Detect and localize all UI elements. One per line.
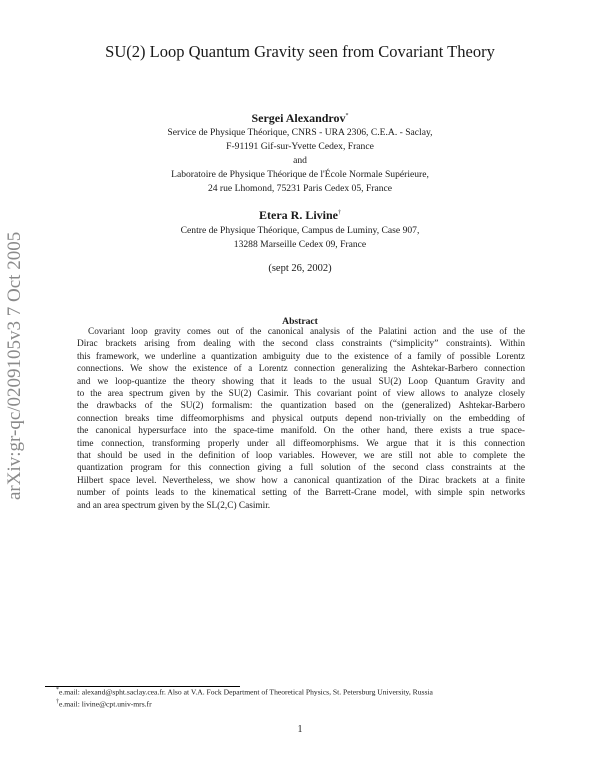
footnote-text: e.mail: alexand@spht.saclay.cea.fr. Also at V.A. Fock Department of Theoretical Physics, St. Petersburg University, Russia <box>59 687 433 697</box>
abstract-line: to the area spectrum given by the SU(2) Casimir. This covariant point of view allows to analyze closely <box>77 389 525 399</box>
footnote <box>56 699 152 709</box>
abstract-line: connection breaks time diffeomorphisms and physical outputs depend non-trivially on the embedding of <box>77 413 525 424</box>
page-number: 1 <box>297 724 303 735</box>
abstract-line: and we loop-quantize the theory showing that it leads to the usual SU(2) Loop Quantum Gravity and <box>77 376 525 387</box>
abstract-heading: Abstract <box>282 316 318 327</box>
author-name-text: Sergei Alexandrov <box>251 111 346 125</box>
abstract-line: this framework, we underline a quantization ambiguity due to the existence of a family of possible Lorentz <box>77 351 525 362</box>
footnote-mark: † <box>338 210 341 216</box>
paper-title: SU(2) Loop Quantum Gravity seen from Covariant Theory <box>105 42 495 61</box>
affiliation-line: Centre de Physique Théorique, Campus de Luminy, Case 907, <box>180 225 420 236</box>
date: (sept 26, 2002) <box>268 263 332 274</box>
abstract-line: the canonical hypersurface into the space-time manifold. On the other hand, there exists a true space- <box>77 426 525 437</box>
author-name-text: Etera R. Livine <box>259 208 338 222</box>
abstract-line: Dirac brackets arising from dealing with the second class constraints (“simplicity” constraints). Within <box>77 339 525 350</box>
abstract-line: quantization program for this connection giving a full solution of the second class constraints at the <box>77 463 525 474</box>
footnote-text: e.mail: livine@cpt.univ-mrs.fr <box>59 699 152 709</box>
affiliation-line: and <box>293 155 307 166</box>
abstract-line: Hilbert space level. Nevertheless, we show how a canonical quantization of the Dirac brackets at a finite <box>77 475 525 486</box>
affiliation-line: 13288 Marseille Cedex 09, France <box>233 239 367 250</box>
abstract-line: and an area spectrum given by the SL(2,C) Casimir. <box>77 500 271 511</box>
affiliation-line: Service de Physique Théorique, CNRS - URA 2306, C.E.A. - Saclay, <box>167 127 433 138</box>
abstract-line: connections. We show the existence of a Lorentz connection generalizing the Ashtekar-Barbero connection <box>77 364 525 375</box>
footnote-mark: * <box>345 113 349 119</box>
abstract-line: time connection, transforming properly under all diffeomorphisms. We argue that it is this connection <box>77 438 525 449</box>
footnote-mark: * <box>56 687 59 693</box>
author-name <box>0 208 600 223</box>
affiliation-line: F-91191 Gif-sur-Yvette Cedex, France <box>226 141 374 152</box>
abstract-line: Covariant loop gravity comes out of the canonical analysis of the Palatini action and the use of the <box>88 327 525 337</box>
arxiv-identifier: arXiv:gr-qc/0209105v3 7 Oct 2005 <box>4 231 25 500</box>
footnote-mark: † <box>56 699 59 705</box>
abstract-line: that should be used in the definition of loop variables. However, we are still not able to complete the <box>77 451 525 461</box>
affiliation-line: 24 rue Lhomond, 75231 Paris Cedex 05, France <box>207 183 393 194</box>
abstract-line: number of points leads to the kinematical setting of the Barrett-Crane model, with simple spin networks <box>77 488 525 499</box>
footnote <box>56 687 433 697</box>
abstract-line: the drawbacks of the SU(2) formalism: the quantization based on the (generalized) Ashtekar-Barbero <box>77 401 525 412</box>
affiliation-line: Laboratoire de Physique Théorique de l'École Normale Supérieure, <box>171 169 429 180</box>
author-name <box>0 111 600 126</box>
